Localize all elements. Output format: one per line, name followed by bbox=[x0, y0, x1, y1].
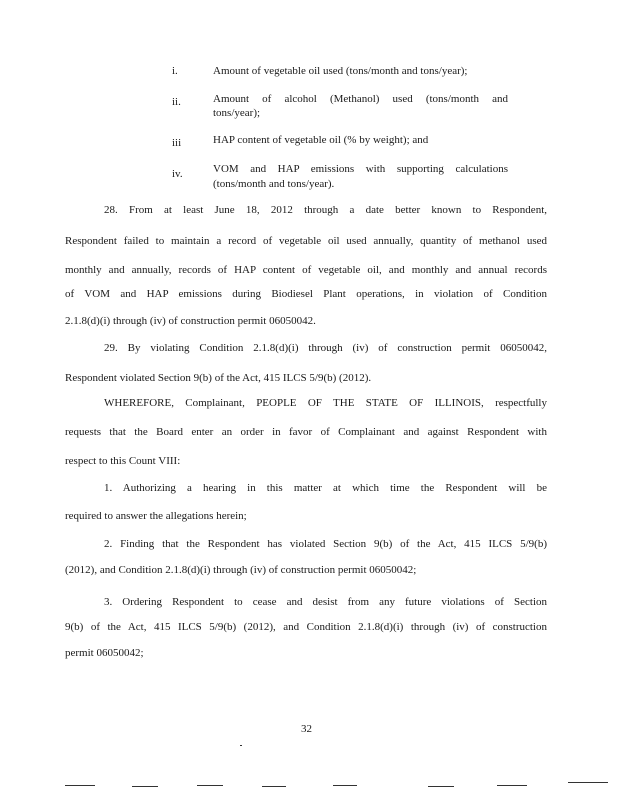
wherefore-line: WHEREFORE, Complainant, PEOPLE OF THE STATE OF ILLINOIS, respectfully bbox=[104, 397, 547, 409]
list-item-number: iii bbox=[172, 137, 182, 149]
paragraph-29-line: 29. By violating Condition 2.1.8(d)(i) through (iv) of construction permit 06050042, bbox=[104, 342, 547, 354]
paragraph-29-line: Respondent violated Section 9(b) of the Act, 415 ILCS 5/9(b) (2012). bbox=[65, 372, 372, 384]
relief-3-line: 9(b) of the Act, 415 ILCS 5/9(b) (2012), and Condition 2.1.8(d)(i) through (iv) of construction bbox=[65, 621, 547, 633]
scan-artifact bbox=[132, 786, 158, 787]
paragraph-28-line: 2.1.8(d)(i) through (iv) of construction permit 06050042. bbox=[65, 315, 316, 327]
wherefore-line: respect to this Count VIII: bbox=[65, 455, 181, 467]
paragraph-28-line: monthly and annually, records of HAP content of vegetable oil, and monthly and annual records bbox=[65, 264, 547, 276]
relief-1-line: required to answer the allegations herein; bbox=[65, 510, 247, 522]
list-item-text: tons/year); bbox=[213, 107, 261, 119]
scan-artifact bbox=[240, 745, 242, 746]
list-item-text: (tons/month and tons/year). bbox=[213, 178, 335, 190]
paragraph-28-line: Respondent failed to maintain a record of vegetable oil used annually, quantity of methanol used bbox=[65, 235, 547, 247]
list-item-number: iv. bbox=[172, 168, 183, 180]
relief-3-line: permit 06050042; bbox=[65, 647, 144, 659]
page-number: 32 bbox=[301, 723, 312, 735]
list-item-number: ii. bbox=[172, 96, 181, 108]
scan-artifact bbox=[333, 785, 357, 786]
scan-artifact bbox=[197, 785, 223, 786]
relief-2-line: 2. Finding that the Respondent has violated Section 9(b) of the Act, 415 ILCS 5/9(b) bbox=[104, 538, 547, 550]
relief-1-line: 1. Authorizing a hearing in this matter at which time the Respondent will be bbox=[104, 482, 547, 494]
relief-2-line: (2012), and Condition 2.1.8(d)(i) through (iv) of construction permit 06050042; bbox=[65, 564, 417, 576]
list-item-text: Amount of vegetable oil used (tons/month and tons/year); bbox=[213, 65, 468, 77]
scan-artifact bbox=[497, 785, 527, 786]
scan-artifact bbox=[65, 785, 95, 786]
list-item-text: Amount of alcohol (Methanol) used (tons/month and bbox=[213, 93, 508, 105]
list-item-number: i. bbox=[172, 65, 178, 77]
list-item-text: HAP content of vegetable oil (% by weight); and bbox=[213, 134, 429, 146]
paragraph-28-line: 28. From at least June 18, 2012 through a date better known to Respondent, bbox=[104, 204, 547, 216]
scan-artifact bbox=[568, 782, 608, 783]
list-item-text: VOM and HAP emissions with supporting calculations bbox=[213, 163, 508, 175]
wherefore-line: requests that the Board enter an order in favor of Complainant and against Respondent with bbox=[65, 426, 547, 438]
relief-3-line: 3. Ordering Respondent to cease and desist from any future violations of Section bbox=[104, 596, 547, 608]
scan-artifact bbox=[262, 786, 286, 787]
paragraph-28-line: of VOM and HAP emissions during Biodiesel Plant operations, in violation of Condition bbox=[65, 288, 547, 300]
scan-artifact bbox=[428, 786, 454, 787]
